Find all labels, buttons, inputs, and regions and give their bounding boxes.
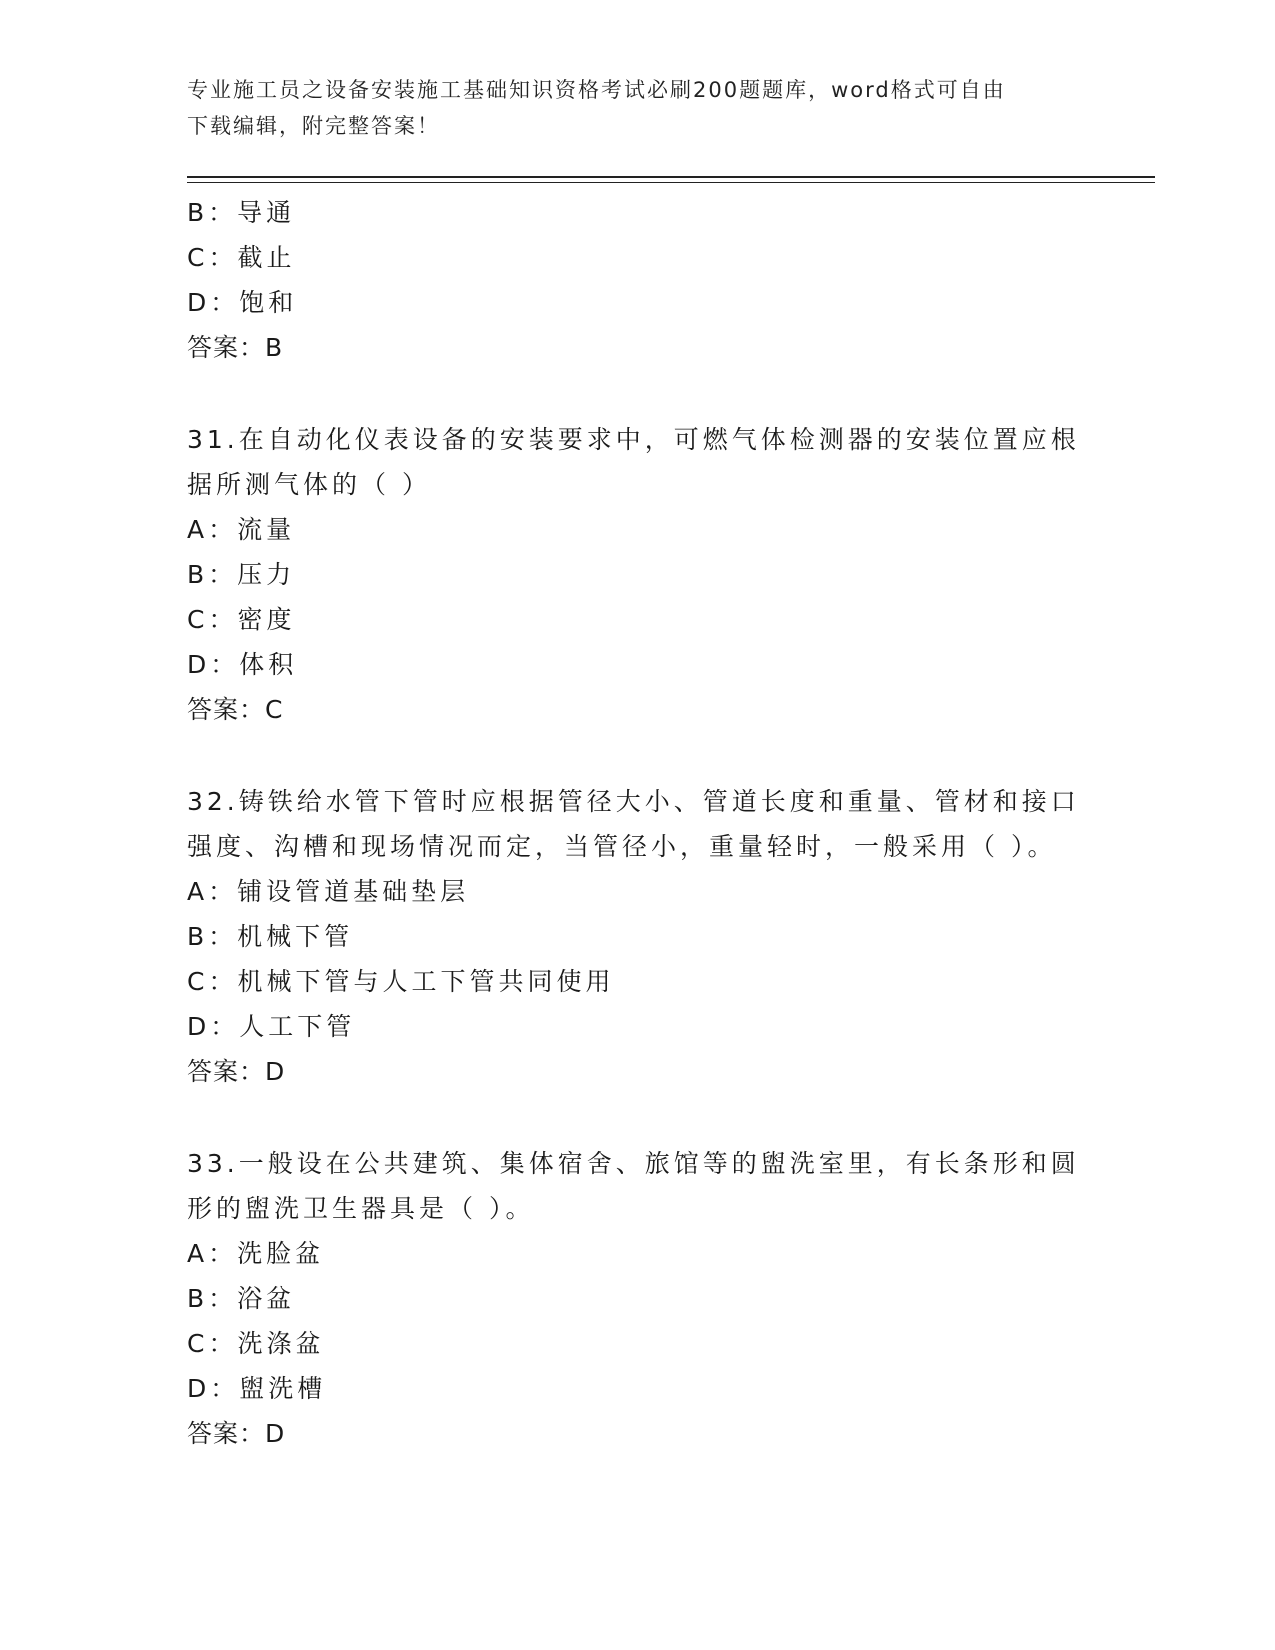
answer: 答案：B xyxy=(187,333,284,362)
option-c: C：机械下管与人工下管共同使用 xyxy=(187,967,615,996)
option-a: A：洗脸盆 xyxy=(187,1239,325,1268)
option-d: D：饱和 xyxy=(187,288,298,317)
option-c: C：密度 xyxy=(187,605,296,634)
option-b: B：浴盆 xyxy=(187,1284,296,1313)
option-d: D：体积 xyxy=(187,650,298,679)
option-b: B：机械下管 xyxy=(187,922,354,951)
header-divider xyxy=(187,176,1155,178)
document-header xyxy=(187,72,1067,144)
option-c: C：洗涤盆 xyxy=(187,1329,325,1358)
question-31 xyxy=(187,417,1087,732)
header-line-1: 专业施工员之设备安装施工基础知识资格考试必刷200题题库，word格式可自由 xyxy=(187,78,1006,102)
option-a: A：流量 xyxy=(187,515,296,544)
question-text: 31.在自动化仪表设备的安装要求中，可燃气体检测器的安装位置应根 xyxy=(187,425,1080,454)
option-b: B：压力 xyxy=(187,560,296,589)
question-text: 强度、沟槽和现场情况而定，当管径小，重量轻时，一般采用（ ）。 xyxy=(187,832,1057,861)
option-a: A：铺设管道基础垫层 xyxy=(187,877,470,906)
question-text: 据所测气体的（ ） xyxy=(187,470,431,499)
question-text: 形的盥洗卫生器具是（ ）。 xyxy=(187,1194,535,1223)
option-d: D：人工下管 xyxy=(187,1012,356,1041)
header-line-2: 下载编辑，附完整答案！ xyxy=(187,114,440,138)
option-d: D：盥洗槽 xyxy=(187,1374,327,1403)
question-30-continued xyxy=(187,190,1087,370)
question-33 xyxy=(187,1141,1087,1456)
option-b: B：导通 xyxy=(187,198,296,227)
answer: 答案：D xyxy=(187,1057,286,1086)
document-body xyxy=(187,190,1087,1456)
answer: 答案：D xyxy=(187,1419,286,1448)
question-32 xyxy=(187,779,1087,1094)
question-text: 32.铸铁给水管下管时应根据管径大小、管道长度和重量、管材和接口 xyxy=(187,787,1080,816)
header-divider-thin xyxy=(187,182,1155,183)
option-c: C：截止 xyxy=(187,243,296,272)
answer: 答案：C xyxy=(187,695,284,724)
question-text: 33.一般设在公共建筑、集体宿舍、旅馆等的盥洗室里，有长条形和圆 xyxy=(187,1149,1080,1178)
